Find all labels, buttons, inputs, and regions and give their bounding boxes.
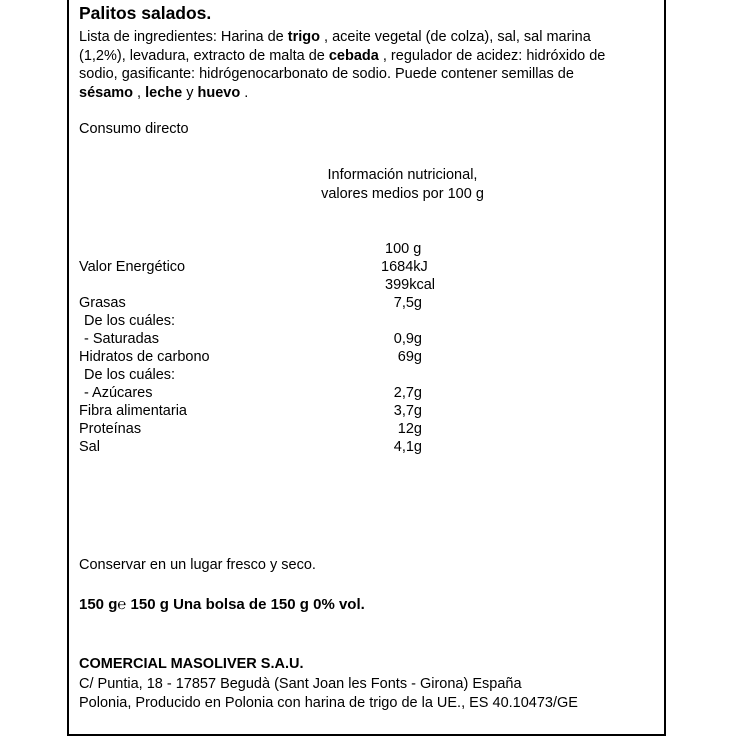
- net-weight-description: 150 g Una bolsa de 150 g 0% vol.: [126, 596, 365, 613]
- nutrition-label-fat: Grasas: [79, 295, 126, 311]
- product-origin: Polonia, Producido en Polonia con harina de trigo de la UE., ES 40.10473/GE: [79, 695, 578, 711]
- estimated-sign-icon: ℮: [117, 596, 127, 613]
- nutrition-column-header: 100 g: [385, 241, 422, 257]
- nutrition-label-salt: Sal: [79, 439, 100, 455]
- nutrition-value-energy-kj: 1684kJ: [381, 259, 428, 275]
- nutrition-heading-1: Información nutricional,: [327, 167, 478, 183]
- net-weight-value: 150 g: [79, 596, 118, 613]
- nutrition-label-saturated: - Saturadas: [84, 331, 159, 347]
- nutrition-label-fat-of-which: De los cuáles:: [84, 313, 176, 329]
- nutrition-label-carbs: Hidratos de carbono: [79, 349, 210, 365]
- nutrition-heading-2: valores medios por 100 g: [321, 186, 484, 202]
- company-name: COMERCIAL MASOLIVER S.A.U.: [79, 656, 304, 672]
- nutrition-label-sugars: - Azúcares: [84, 385, 153, 401]
- nutrition-value-fat: 7,5g: [393, 295, 422, 311]
- ingredients-line-3: sodio, gasificante: hidrógenocarbonato de sodio. Puede contener semillas de: [79, 66, 574, 82]
- nutrition-value-carbs: 69g: [397, 349, 422, 365]
- storage-note: Conservar en un lugar fresco y seco.: [79, 557, 316, 573]
- nutrition-value-energy-kcal: 399kcal: [385, 277, 435, 293]
- nutrition-label-protein: Proteínas: [79, 421, 142, 437]
- nutrition-value-saturated: 0,9g: [393, 331, 422, 347]
- product-title: Palitos salados.: [79, 3, 212, 23]
- nutrition-value-salt: 4,1g: [393, 439, 422, 455]
- usage-note: Consumo directo: [79, 121, 189, 137]
- ingredients-list: [79, 28, 659, 102]
- nutrition-label-energy: Valor Energético: [79, 259, 186, 275]
- nutrition-label-carbs-of-which: De los cuáles:: [84, 367, 176, 383]
- ingredients-line-2: (1,2%), levadura, extracto de malta de cebada , regulador de acidez: hidróxido de: [79, 47, 606, 64]
- nutrition-value-sugars: 2,7g: [393, 385, 422, 401]
- nutrition-value-fibre: 3,7g: [393, 403, 422, 419]
- ingredients-line-1: Lista de ingredientes: Harina de trigo , aceite vegetal (de colza), sal, sal marina: [79, 29, 591, 45]
- nutrition-value-protein: 12g: [397, 421, 422, 437]
- ingredients-line-4: sésamo , leche y huevo .: [79, 84, 249, 101]
- company-address: C/ Puntia, 18 - 17857 Begudà (Sant Joan les Fonts - Girona) España: [79, 676, 522, 692]
- net-weight-line: [79, 596, 365, 614]
- nutrition-label-fibre: Fibra alimentaria: [79, 403, 187, 419]
